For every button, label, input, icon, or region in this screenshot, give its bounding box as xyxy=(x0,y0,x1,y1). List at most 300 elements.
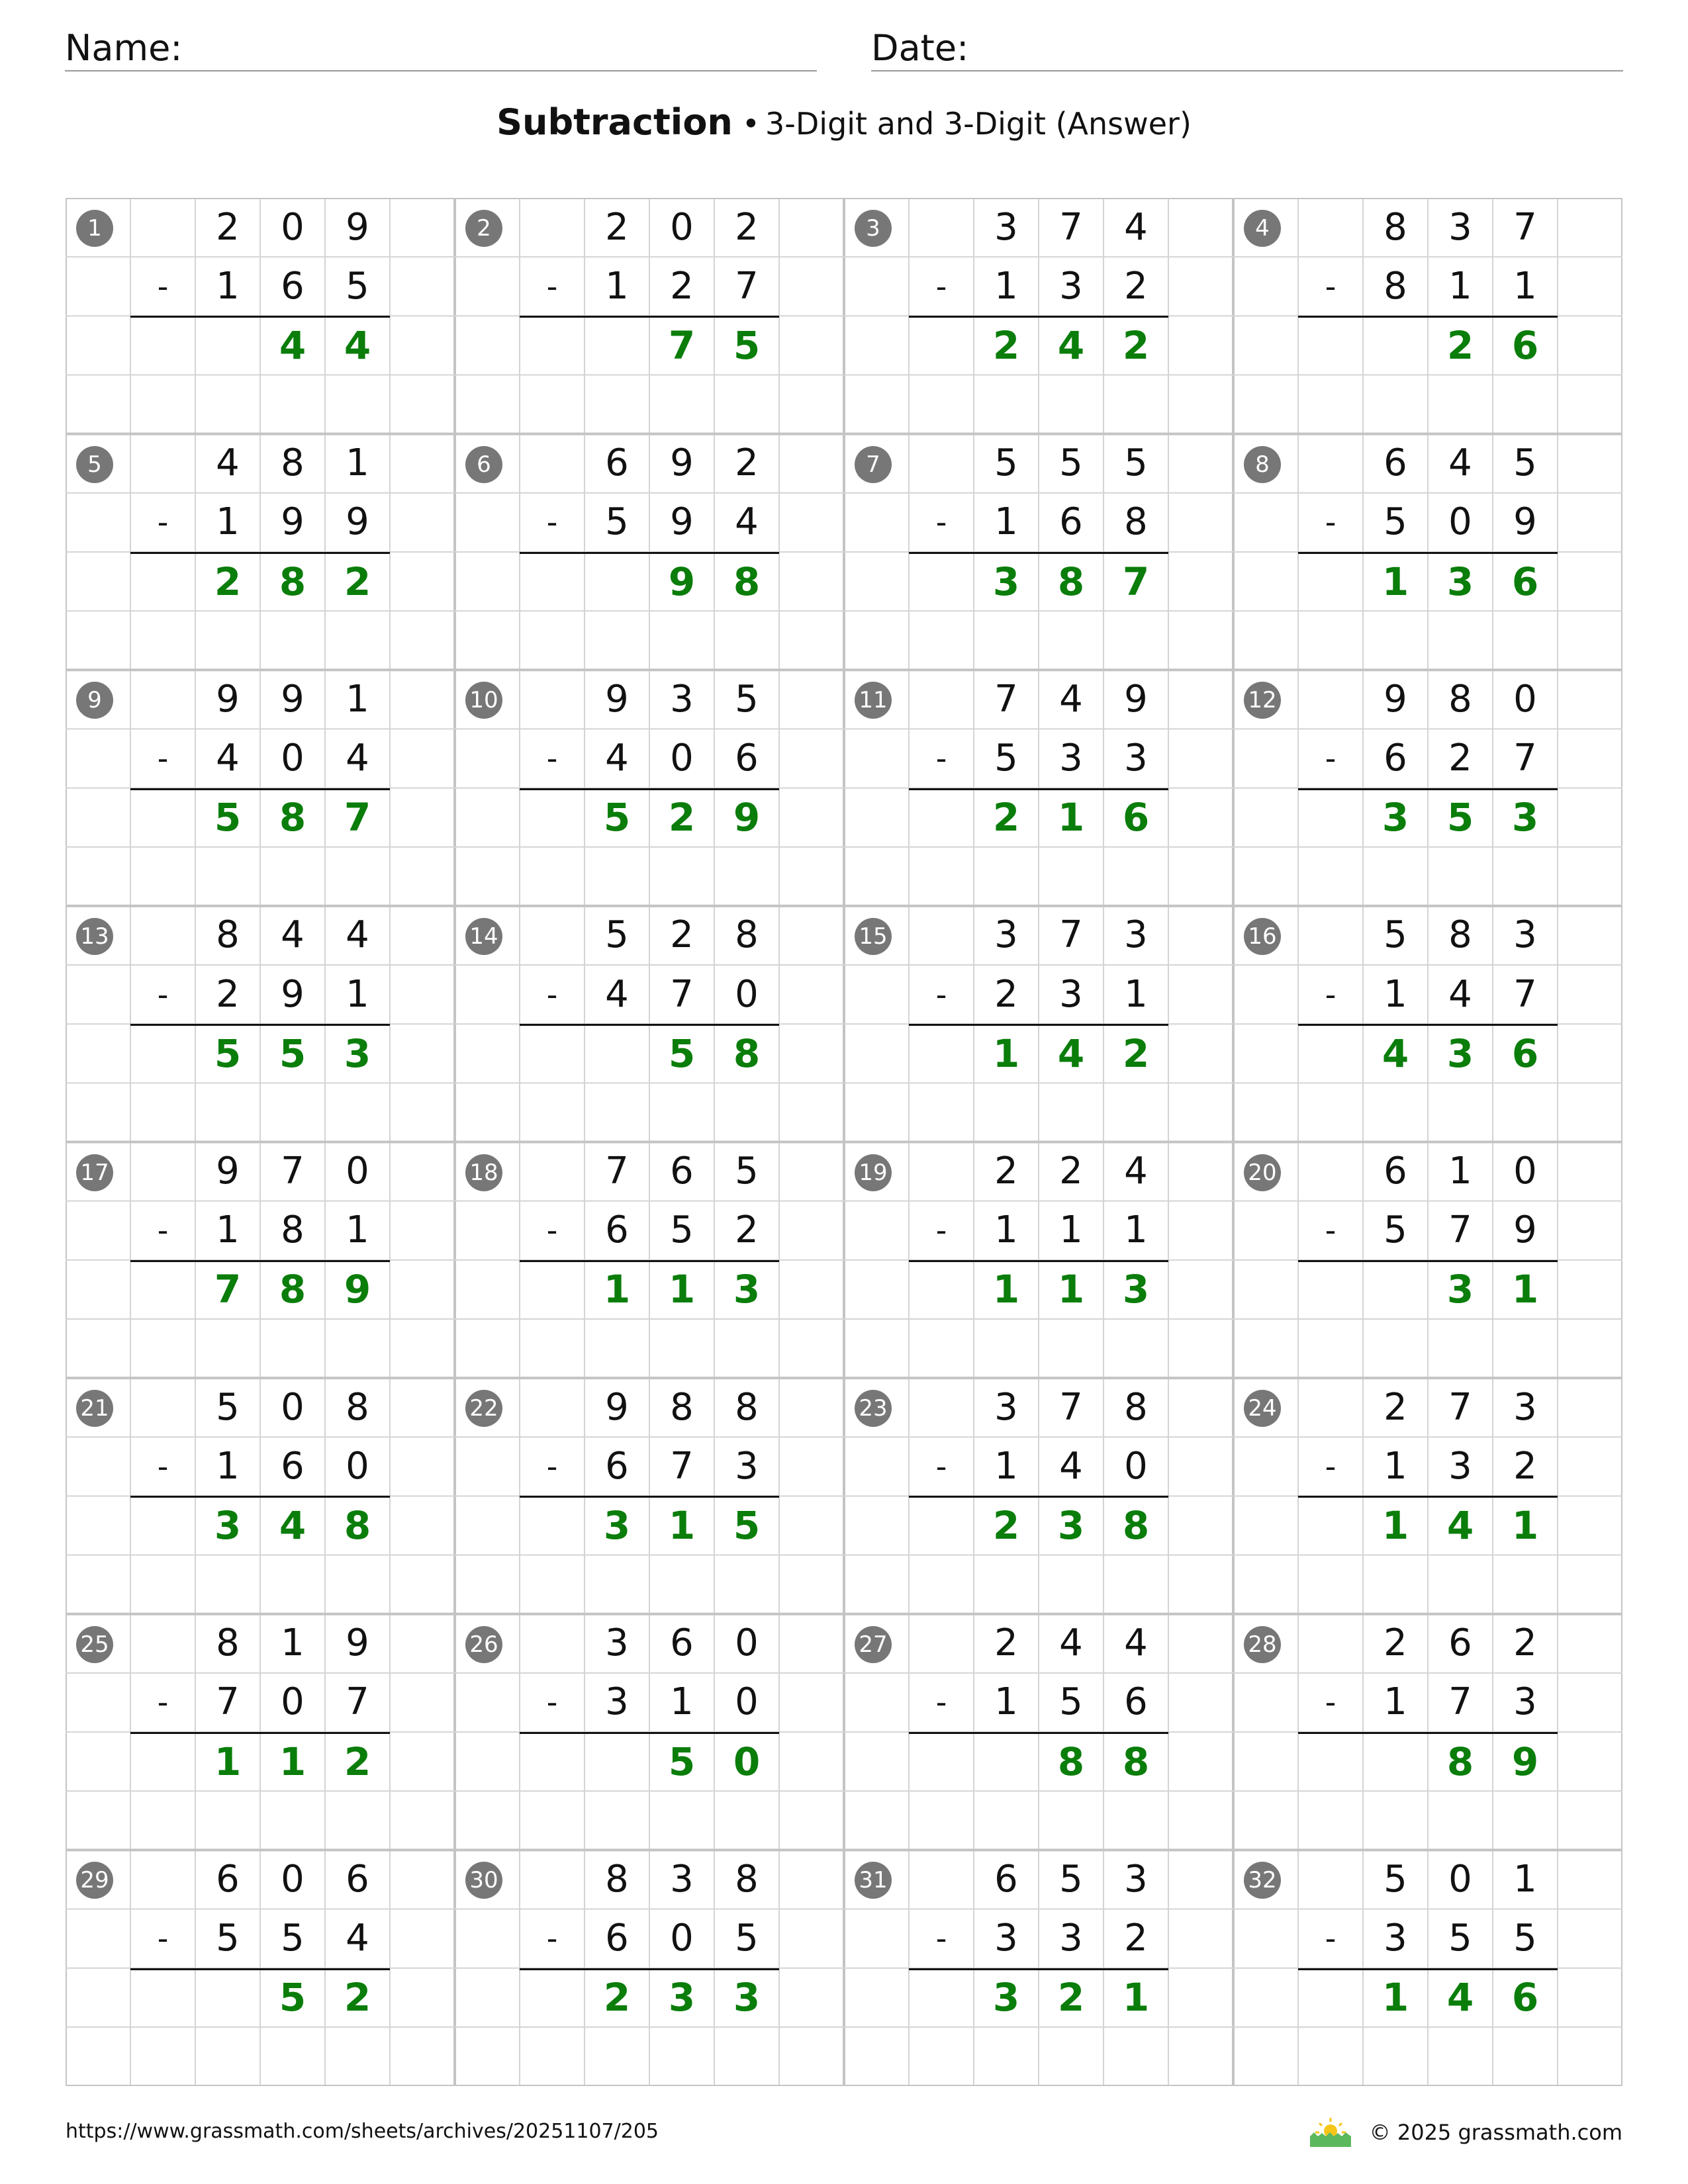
answer-digit: 6 xyxy=(1511,1030,1539,1076)
minuend-digit: 6 xyxy=(216,1857,240,1901)
minuend-digit: 3 xyxy=(670,677,694,721)
answer-digit: 7 xyxy=(1122,559,1150,604)
problem-6 xyxy=(455,434,844,670)
answer-rule xyxy=(909,1260,1168,1262)
subtrahend-digit: 2 xyxy=(1448,736,1472,780)
answer-rule xyxy=(130,788,390,790)
answer-digit: 2 xyxy=(1122,1030,1150,1076)
minuend-digit: 6 xyxy=(670,1621,694,1665)
subtrahend-digit: 1 xyxy=(994,1680,1018,1724)
problem-26 xyxy=(455,1614,844,1850)
answer-digit xyxy=(195,1968,260,2027)
subtrahend-digit: 9 xyxy=(1513,500,1537,544)
subtrahend-digit: 5 xyxy=(670,1208,694,1252)
subtrahend-digit: 1 xyxy=(994,1208,1018,1252)
problem-8 xyxy=(1233,434,1622,670)
minuend-digit: 7 xyxy=(1059,1385,1083,1429)
minuend-digit: 8 xyxy=(1448,677,1472,721)
subtrahend-digit: 5 xyxy=(1383,500,1407,544)
subtrahend-digit: 6 xyxy=(1124,1680,1148,1724)
minus-sign: - xyxy=(1325,740,1336,776)
subtrahend-digit: 4 xyxy=(1448,972,1472,1016)
subtrahend-digit: 0 xyxy=(670,736,694,780)
answer-digit: 1 xyxy=(1511,1267,1539,1312)
minuend-digit: 1 xyxy=(346,441,369,485)
minuend-digit: 8 xyxy=(735,1857,759,1901)
minuend-digit: 4 xyxy=(1059,1621,1083,1665)
minuend-digit: 5 xyxy=(735,677,759,721)
minuend-digit: 7 xyxy=(1448,1385,1472,1429)
answer-digit: 2 xyxy=(344,1975,371,2021)
answer-digit: 3 xyxy=(992,559,1020,604)
answer-digit: 4 xyxy=(279,1503,306,1548)
answer-digit: 5 xyxy=(214,1030,242,1076)
minuend-digit: 9 xyxy=(605,677,629,721)
problem-number-badge: 5 xyxy=(76,446,113,483)
answer-digit xyxy=(585,1732,649,1791)
answer-digit xyxy=(1363,1732,1428,1791)
answer-digit: 1 xyxy=(1057,795,1085,841)
minuend-digit: 4 xyxy=(1124,1621,1148,1665)
subtrahend-digit: 0 xyxy=(281,736,305,780)
minus-sign: - xyxy=(157,1212,169,1249)
subtrahend-digit: 9 xyxy=(281,500,305,544)
problem-number-badge: 14 xyxy=(465,918,502,955)
subtrahend-digit: 1 xyxy=(605,264,629,308)
answer-digit: 4 xyxy=(1057,1030,1085,1076)
minus-sign: - xyxy=(1325,504,1336,541)
problem-29 xyxy=(66,1850,455,2086)
answer-digit: 8 xyxy=(1122,1739,1150,1784)
minuend-digit: 2 xyxy=(1383,1385,1407,1429)
footer-copyright: © 2025 grassmath.com xyxy=(1369,2120,1622,2145)
answer-digit: 1 xyxy=(279,1739,306,1784)
problem-number-badge: 8 xyxy=(1244,446,1281,483)
answer-rule xyxy=(909,1732,1168,1734)
minus-sign: - xyxy=(1325,1212,1336,1249)
minus-sign: - xyxy=(157,740,169,776)
subtrahend-digit: 7 xyxy=(1448,1680,1472,1724)
date-label: Date: xyxy=(871,27,969,69)
minus-sign: - xyxy=(1325,976,1336,1013)
subtrahend-digit: 2 xyxy=(1513,1444,1537,1488)
problem-number-badge: 27 xyxy=(855,1626,892,1663)
minuend-digit: 9 xyxy=(281,677,305,721)
answer-digit xyxy=(585,316,649,375)
minuend-digit: 5 xyxy=(1383,1857,1407,1901)
minuend-digit: 0 xyxy=(1513,1150,1537,1193)
answer-digit xyxy=(974,1732,1039,1791)
subtrahend-digit: 3 xyxy=(1513,1680,1537,1724)
minuend-digit: 2 xyxy=(735,441,759,485)
minus-sign: - xyxy=(157,504,169,541)
answer-digit: 8 xyxy=(733,559,761,604)
subtrahend-digit: 7 xyxy=(735,264,759,308)
answer-digit: 3 xyxy=(668,1975,696,2021)
subtrahend-digit: 3 xyxy=(1383,1917,1407,1960)
minuend-digit: 9 xyxy=(216,677,240,721)
minuend-digit: 4 xyxy=(216,441,240,485)
minuend-digit: 5 xyxy=(1383,913,1407,957)
subtrahend-digit: 1 xyxy=(346,1208,369,1252)
minus-sign: - xyxy=(935,504,947,541)
answer-digit: 2 xyxy=(1122,322,1150,368)
subtrahend-digit: 1 xyxy=(1383,1444,1407,1488)
minuend-digit: 7 xyxy=(1059,205,1083,249)
answer-digit: 9 xyxy=(668,559,696,604)
problem-number-badge: 7 xyxy=(855,446,892,483)
answer-digit: 3 xyxy=(733,1267,761,1312)
minuend-digit: 8 xyxy=(216,1621,240,1665)
subtrahend-digit: 3 xyxy=(1059,736,1083,780)
minus-sign: - xyxy=(1325,1684,1336,1721)
problem-number-badge: 9 xyxy=(76,682,113,719)
minuend-digit: 8 xyxy=(1448,913,1472,957)
minuend-digit: 7 xyxy=(994,677,1018,721)
minuend-digit: 5 xyxy=(216,1385,240,1429)
answer-digit: 4 xyxy=(1382,1030,1409,1076)
minuend-digit: 6 xyxy=(346,1857,369,1901)
answer-rule xyxy=(1298,1496,1558,1498)
problem-number-badge: 12 xyxy=(1244,682,1281,719)
answer-rule xyxy=(130,316,390,318)
problem-18 xyxy=(455,1142,844,1379)
minuend-digit: 8 xyxy=(1124,1385,1148,1429)
problem-number-badge: 23 xyxy=(855,1390,892,1427)
subtrahend-digit: 9 xyxy=(281,972,305,1016)
answer-digit: 8 xyxy=(1446,1739,1474,1784)
answer-digit: 1 xyxy=(1382,1975,1409,2021)
minuend-digit: 2 xyxy=(735,205,759,249)
answer-digit: 8 xyxy=(733,1030,761,1076)
answer-digit: 8 xyxy=(1057,559,1085,604)
problem-number-badge: 16 xyxy=(1244,918,1281,955)
subtrahend-digit: 6 xyxy=(1383,736,1407,780)
minuend-digit: 1 xyxy=(1513,1857,1537,1901)
answer-digit: 4 xyxy=(1057,322,1085,368)
minuend-digit: 3 xyxy=(1513,913,1537,957)
answer-digit xyxy=(1363,1260,1428,1319)
subtrahend-digit: 5 xyxy=(605,500,629,544)
answer-digit: 6 xyxy=(1511,1975,1539,2021)
name-field[interactable] xyxy=(65,24,817,71)
subtrahend-digit: 4 xyxy=(346,1917,369,1960)
problem-number-badge: 6 xyxy=(465,446,502,483)
minus-sign: - xyxy=(935,1212,947,1249)
subtrahend-digit: 1 xyxy=(1513,264,1537,308)
minus-sign: - xyxy=(935,268,947,304)
subtrahend-digit: 7 xyxy=(670,1444,694,1488)
answer-digit: 6 xyxy=(1122,795,1150,841)
answer-digit: 8 xyxy=(279,1267,306,1312)
answer-rule xyxy=(520,1260,779,1262)
problem-number-badge: 21 xyxy=(76,1390,113,1427)
minuend-digit: 2 xyxy=(1059,1150,1083,1193)
problem-number-badge: 32 xyxy=(1244,1862,1281,1899)
answer-digit: 2 xyxy=(1057,1975,1085,2021)
minuend-digit: 6 xyxy=(994,1857,1018,1901)
problem-number-badge: 18 xyxy=(465,1154,502,1191)
answer-digit: 5 xyxy=(668,1030,696,1076)
subtrahend-digit: 6 xyxy=(1059,500,1083,544)
problem-20 xyxy=(1233,1142,1622,1379)
minuend-digit: 7 xyxy=(605,1150,629,1193)
minuend-digit: 0 xyxy=(346,1150,369,1193)
answer-digit: 8 xyxy=(1122,1503,1150,1548)
answer-digit: 1 xyxy=(992,1030,1020,1076)
minus-sign: - xyxy=(935,740,947,776)
problem-number-badge: 26 xyxy=(465,1626,502,1663)
subtrahend-digit: 0 xyxy=(670,1917,694,1960)
answer-digit: 3 xyxy=(1511,795,1539,841)
minuend-digit: 5 xyxy=(735,1150,759,1193)
minus-sign: - xyxy=(935,1921,947,1957)
subtrahend-digit: 2 xyxy=(670,264,694,308)
subtrahend-digit: 7 xyxy=(1513,972,1537,1016)
answer-digit: 9 xyxy=(1511,1739,1539,1784)
answer-rule xyxy=(909,1024,1168,1026)
answer-digit: 4 xyxy=(1446,1503,1474,1548)
problem-number-badge: 28 xyxy=(1244,1626,1281,1663)
subtrahend-digit: 6 xyxy=(605,1208,629,1252)
answer-rule xyxy=(1298,316,1558,318)
title-separator: • xyxy=(741,106,760,142)
answer-digit: 1 xyxy=(668,1267,696,1312)
minus-sign: - xyxy=(935,1684,947,1721)
minuend-digit: 3 xyxy=(994,1385,1018,1429)
minuend-digit: 6 xyxy=(605,441,629,485)
subtrahend-digit: 0 xyxy=(735,1680,759,1724)
minuend-digit: 3 xyxy=(605,1621,629,1665)
minuend-digit: 5 xyxy=(1513,441,1537,485)
answer-digit: 6 xyxy=(1511,322,1539,368)
subtrahend-digit: 1 xyxy=(1448,264,1472,308)
subtrahend-digit: 8 xyxy=(1383,264,1407,308)
minuend-digit: 4 xyxy=(346,913,369,957)
subtrahend-digit: 5 xyxy=(1513,1917,1537,1960)
subtrahend-digit: 1 xyxy=(670,1680,694,1724)
answer-digit: 5 xyxy=(733,1503,761,1548)
answer-rule xyxy=(130,1260,390,1262)
problem-5 xyxy=(66,434,455,670)
subtrahend-digit: 1 xyxy=(1124,1208,1148,1252)
subtrahend-digit: 6 xyxy=(281,1444,305,1488)
subtrahend-digit: 4 xyxy=(346,736,369,780)
minuend-digit: 3 xyxy=(1448,205,1472,249)
problem-7 xyxy=(844,434,1233,670)
minus-sign: - xyxy=(157,1921,169,1957)
minuend-digit: 0 xyxy=(281,1857,305,1901)
answer-digit: 8 xyxy=(279,559,306,604)
minus-sign: - xyxy=(546,1684,558,1721)
minuend-digit: 8 xyxy=(346,1385,369,1429)
answer-digit xyxy=(585,1024,649,1083)
subtrahend-digit: 1 xyxy=(216,1208,240,1252)
minuend-digit: 2 xyxy=(605,205,629,249)
subtrahend-digit: 1 xyxy=(216,500,240,544)
problem-number-badge: 13 xyxy=(76,918,113,955)
minuend-digit: 4 xyxy=(1059,677,1083,721)
subtrahend-digit: 2 xyxy=(1124,1917,1148,1960)
minuend-digit: 6 xyxy=(670,1150,694,1193)
answer-digit: 4 xyxy=(1446,1975,1474,2021)
subtrahend-digit: 5 xyxy=(281,1917,305,1960)
answer-digit: 3 xyxy=(1446,1267,1474,1312)
subtrahend-digit: 0 xyxy=(1124,1444,1148,1488)
subtrahend-digit: 2 xyxy=(1124,264,1148,308)
subtrahend-digit: 1 xyxy=(994,500,1018,544)
minus-sign: - xyxy=(157,976,169,1013)
answer-rule xyxy=(1298,552,1558,554)
answer-digit: 5 xyxy=(214,795,242,841)
answer-digit: 2 xyxy=(214,559,242,604)
subtrahend-digit: 5 xyxy=(735,1917,759,1960)
minus-sign: - xyxy=(935,976,947,1013)
minuend-digit: 7 xyxy=(1059,913,1083,957)
answer-digit: 1 xyxy=(1122,1975,1150,2021)
problem-number-badge: 30 xyxy=(465,1862,502,1899)
answer-digit: 3 xyxy=(1446,1030,1474,1076)
answer-digit: 3 xyxy=(1382,795,1409,841)
subtrahend-digit: 6 xyxy=(605,1444,629,1488)
footer-brand xyxy=(1307,2116,1622,2148)
title-main: Subtraction xyxy=(496,101,733,143)
answer-rule xyxy=(520,1732,779,1734)
problem-number-badge: 2 xyxy=(465,210,502,247)
minuend-digit: 1 xyxy=(1448,1150,1472,1193)
subtrahend-digit: 7 xyxy=(1513,736,1537,780)
minuend-digit: 8 xyxy=(735,913,759,957)
answer-digit: 7 xyxy=(668,322,696,368)
minuend-digit: 5 xyxy=(1059,441,1083,485)
subtrahend-digit: 1 xyxy=(1383,972,1407,1016)
answer-digit: 2 xyxy=(992,1503,1020,1548)
minuend-digit: 2 xyxy=(670,913,694,957)
problem-13 xyxy=(66,906,455,1142)
answer-digit: 8 xyxy=(1057,1739,1085,1784)
answer-rule xyxy=(909,1968,1168,1970)
answer-rule xyxy=(520,788,779,790)
minuend-digit: 5 xyxy=(994,441,1018,485)
minuend-digit: 3 xyxy=(994,205,1018,249)
answer-rule xyxy=(909,1496,1168,1498)
answer-digit: 7 xyxy=(344,795,371,841)
problem-11 xyxy=(844,670,1233,906)
minus-sign: - xyxy=(157,1684,169,1721)
minuend-digit: 8 xyxy=(216,913,240,957)
answer-rule xyxy=(520,1496,779,1498)
answer-rule xyxy=(909,316,1168,318)
answer-digit: 3 xyxy=(214,1503,242,1548)
subtrahend-digit: 2 xyxy=(994,972,1018,1016)
minus-sign: - xyxy=(157,1448,169,1484)
date-field[interactable] xyxy=(871,24,1623,71)
answer-digit: 6 xyxy=(1511,559,1539,604)
problem-24 xyxy=(1233,1378,1622,1614)
answer-rule xyxy=(520,1024,779,1026)
problem-number-badge: 31 xyxy=(855,1862,892,1899)
minuend-digit: 9 xyxy=(346,1621,369,1665)
problem-23 xyxy=(844,1378,1233,1614)
minuend-digit: 6 xyxy=(1448,1621,1472,1665)
minuend-digit: 3 xyxy=(1124,913,1148,957)
minuend-digit: 8 xyxy=(735,1385,759,1429)
subtrahend-digit: 1 xyxy=(346,972,369,1016)
subtrahend-digit: 3 xyxy=(1124,736,1148,780)
subtrahend-digit: 1 xyxy=(216,1444,240,1488)
subtrahend-digit: 7 xyxy=(1448,1208,1472,1252)
subtrahend-digit: 5 xyxy=(216,1917,240,1960)
answer-rule xyxy=(520,552,779,554)
minuend-digit: 7 xyxy=(1513,205,1537,249)
minuend-digit: 4 xyxy=(1448,441,1472,485)
problem-1 xyxy=(66,198,455,434)
subtrahend-digit: 5 xyxy=(1448,1917,1472,1960)
minuend-digit: 8 xyxy=(281,441,305,485)
subtrahend-digit: 3 xyxy=(994,1917,1018,1960)
minuend-digit: 1 xyxy=(346,677,369,721)
subtrahend-digit: 0 xyxy=(346,1444,369,1488)
subtrahend-digit: 5 xyxy=(346,264,369,308)
subtrahend-digit: 0 xyxy=(735,972,759,1016)
answer-rule xyxy=(130,1024,390,1026)
answer-digit: 2 xyxy=(992,322,1020,368)
subtrahend-digit: 3 xyxy=(1059,972,1083,1016)
subtrahend-digit: 4 xyxy=(1059,1444,1083,1488)
problem-4 xyxy=(1233,198,1622,434)
problem-number-badge: 19 xyxy=(855,1154,892,1191)
sun-over-grass-icon xyxy=(1307,2116,1354,2148)
answer-digit: 5 xyxy=(733,322,761,368)
problem-25 xyxy=(66,1614,455,1850)
problem-number-badge: 25 xyxy=(76,1626,113,1663)
minus-sign: - xyxy=(546,1212,558,1249)
minuend-digit: 0 xyxy=(670,205,694,249)
minuend-digit: 3 xyxy=(1513,1385,1537,1429)
minuend-digit: 0 xyxy=(1448,1857,1472,1901)
minuend-digit: 6 xyxy=(1383,441,1407,485)
answer-rule xyxy=(909,552,1168,554)
subtrahend-digit: 1 xyxy=(994,1444,1018,1488)
subtrahend-digit: 9 xyxy=(346,500,369,544)
subtrahend-digit: 8 xyxy=(1124,500,1148,544)
minuend-digit: 5 xyxy=(1059,1857,1083,1901)
answer-digit: 3 xyxy=(733,1975,761,2021)
minus-sign: - xyxy=(546,976,558,1013)
subtrahend-digit: 4 xyxy=(216,736,240,780)
minuend-digit: 4 xyxy=(281,913,305,957)
minuend-digit: 5 xyxy=(605,913,629,957)
subtrahend-digit: 7 xyxy=(670,972,694,1016)
problem-19 xyxy=(844,1142,1233,1379)
answer-rule xyxy=(130,1732,390,1734)
answer-digit: 2 xyxy=(668,795,696,841)
problem-number-badge: 20 xyxy=(1244,1154,1281,1191)
answer-digit: 2 xyxy=(1446,322,1474,368)
answer-rule xyxy=(1298,1968,1558,1970)
minus-sign: - xyxy=(546,268,558,304)
subtrahend-digit: 6 xyxy=(735,736,759,780)
problem-21 xyxy=(66,1378,455,1614)
problem-number-badge: 1 xyxy=(76,210,113,247)
subtrahend-digit: 7 xyxy=(346,1680,369,1724)
answer-digit: 5 xyxy=(1446,795,1474,841)
problem-15 xyxy=(844,906,1233,1142)
answer-digit: 2 xyxy=(344,1739,371,1784)
answer-digit: 3 xyxy=(1446,559,1474,604)
name-label: Name: xyxy=(65,27,183,69)
subtrahend-digit: 2 xyxy=(216,972,240,1016)
